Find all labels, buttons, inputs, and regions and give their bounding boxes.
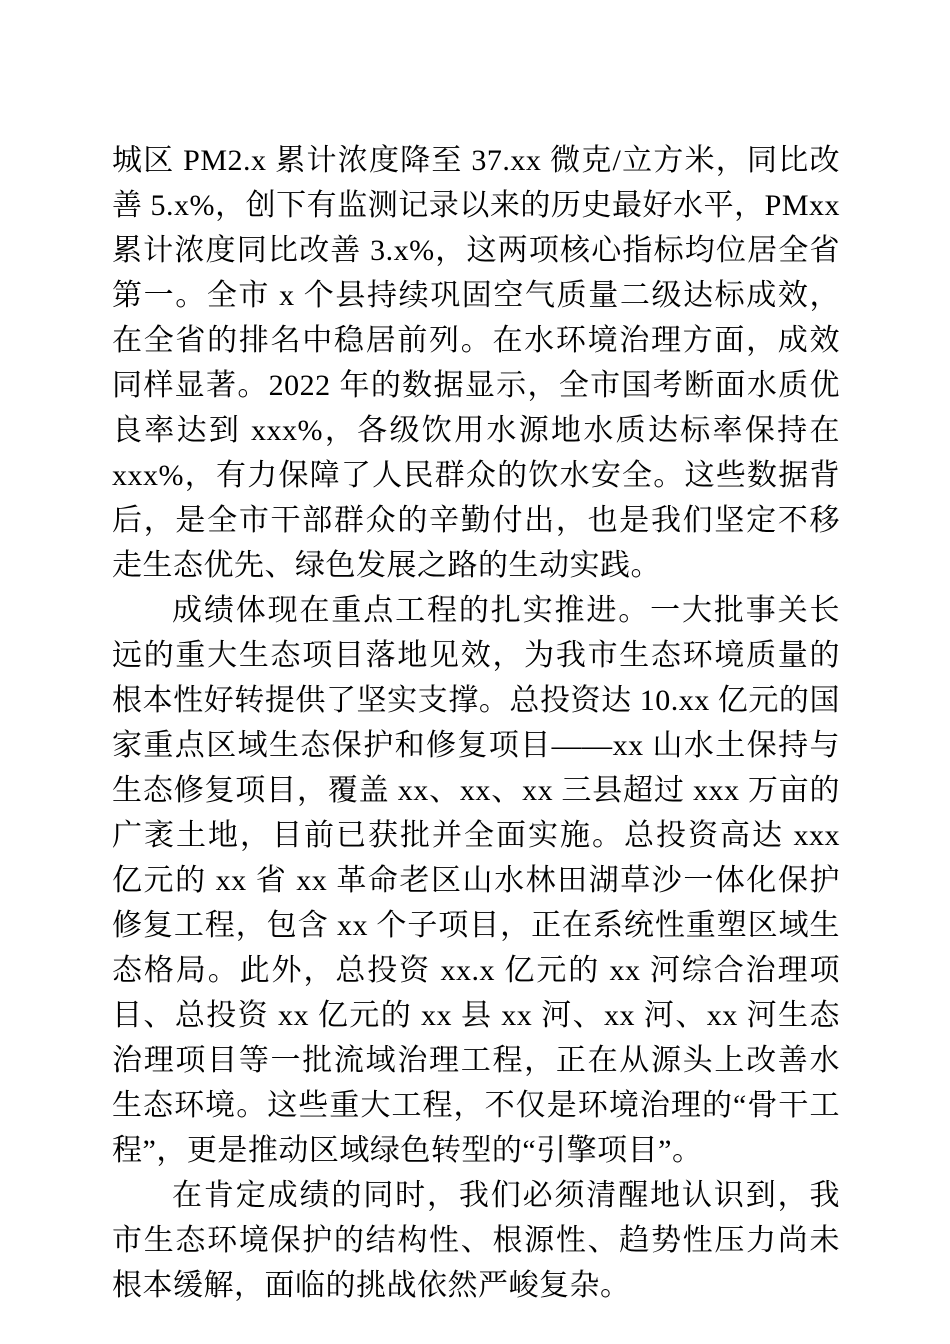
paragraph-key-projects: 成绩体现在重点工程的扎实推进。一大批事关长远的重大生态项目落地见效，为我市生态环境质量的根本性好转提供了坚实支撑。总投资达 10.xx 亿元的国家重点区域生态保护和修复项目——xx 山水土保持与生态修复项目，覆盖 xx、xx、xx 三县超过 xxx 万亩的广袤土地，目前已获批并全面实施。总投资高达 xxx 亿元的 xx 省 xx 革命老区山水林田湖草沙一体化保护修复工程，包含 xx 个子项目，正在系统性重塑区域生态格局。此外，总投资 xx.x 亿元的 xx 河综合治理项目、总投资 xx 亿元的 xx 县 xx 河、xx 河、xx 河生态治理项目等一批流域治理工程，正在从源头上改善水生态环境。这些重大工程，不仅是环境治理的“骨干工程”，更是推动区域绿色转型的“引擎项目”。 <box>112 594 840 1167</box>
paragraph-continuation: 城区 PM2.x 累计浓度降至 37.xx 微克/立方米，同比改善 5.x%，创下有监测记录以来的历史最好水平，PMxx 累计浓度同比改善 3.x%，这两项核心指标均位居全省第一。全市 x 个县持续巩固空气质量二级达标成效，在全省的排名中稳居前列。在水环境治理方面，成效同样显著。2022 年的数据显示，全市国考断面水质优良率达到 xxx%，各级饮用水源地水质达标率保持在 xxx%，有力保障了人民群众的饮水安全。这些数据背后，是全市干部群众的辛勤付出，也是我们坚定不移走生态优先、绿色发展之路的生动实践。 <box>112 144 840 582</box>
paragraph-challenges: 在肯定成绩的同时，我们必须清醒地认识到，我市生态环境保护的结构性、根源性、趋势性压力尚未根本缓解，面临的挑战依然严峻复杂。 <box>112 1179 840 1302</box>
document-body-text <box>112 138 840 1308</box>
